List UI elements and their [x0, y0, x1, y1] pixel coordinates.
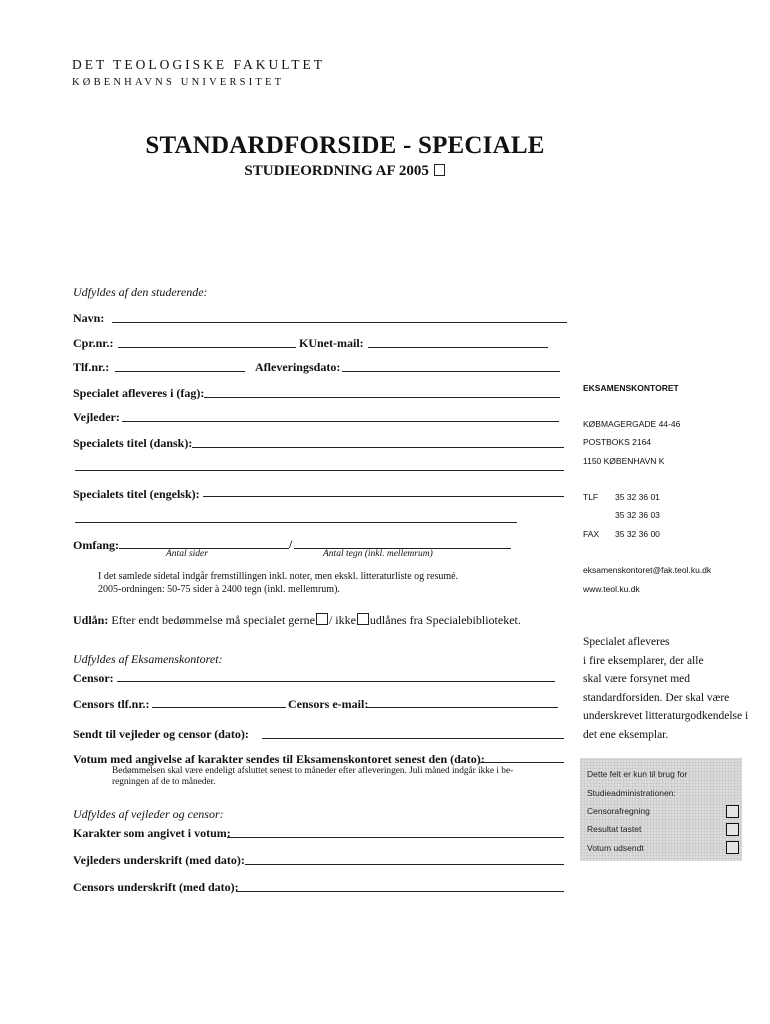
office-pobox: POSTBOKS 2164: [583, 437, 652, 447]
tlf-label-office: TLF: [583, 492, 599, 502]
antal-sider-caption: Antal sider: [166, 549, 208, 559]
titel-dansk-field-line2[interactable]: [75, 470, 564, 471]
afleveringsdato-label: Afleveringsdato:: [255, 360, 341, 374]
udlaan-gerne-checkbox[interactable]: [316, 613, 328, 625]
vejleder-field[interactable]: [122, 421, 559, 422]
censorafregning-checkbox[interactable]: [726, 805, 739, 818]
sendt-field[interactable]: [262, 738, 564, 739]
karakter-field[interactable]: [227, 837, 564, 838]
titel-dansk-field[interactable]: [192, 447, 564, 448]
page-title: STANDARDFORSIDE - SPECIALE: [145, 132, 545, 159]
side-note-line: skal være forsynet med: [583, 673, 690, 685]
office-fax: 35 32 36 00: [615, 529, 660, 539]
titel-engelsk-field[interactable]: [203, 496, 564, 497]
side-note-line: underskrevet litteraturgodkendelse i: [583, 710, 749, 722]
tlf-field[interactable]: [115, 371, 245, 372]
udlaan-ikke-checkbox[interactable]: [357, 613, 369, 625]
titel-dansk-label: Specialets titel (dansk):: [73, 436, 193, 450]
office-street: KØBMAGERGADE 44-46: [583, 419, 681, 429]
office-tlf-1: 35 32 36 01: [615, 492, 660, 502]
censor-email-field[interactable]: [367, 707, 558, 708]
karakter-label: Karakter som angivet i votum:: [73, 826, 231, 840]
udlaan-row: [73, 613, 521, 628]
fag-label: Specialet afleveres i (fag):: [73, 386, 205, 400]
sendt-label: Sendt til vejleder og censor (dato):: [73, 727, 249, 741]
vejleder-sign-label: Vejleders underskrift (med dato):: [73, 853, 245, 867]
udlaan-text-1: Efter endt bedømmelse må specialet gerne: [111, 613, 315, 627]
votum-udsendt-checkbox[interactable]: [726, 841, 739, 854]
fax-label-office: FAX: [583, 529, 600, 539]
side-note-line: det ene eksemplar.: [583, 729, 669, 741]
udlaan-label: Udlån:: [73, 613, 109, 627]
censor-tlf-field[interactable]: [152, 707, 286, 708]
antal-tegn-caption: Antal tegn (inkl. mellemrum): [323, 549, 433, 559]
udlaan-text-2: / ikke: [328, 613, 356, 627]
side-note-line: Specialet afleveres: [583, 636, 670, 648]
student-section-heading: Udfyldes af den studerende:: [73, 285, 208, 299]
omfang-separator: /: [289, 537, 293, 551]
office-section-heading: Udfyldes af Eksamenskontoret:: [73, 652, 223, 666]
side-note-line: i fire eksemplarer, der alle: [583, 655, 704, 667]
afleveringsdato-field[interactable]: [342, 371, 560, 372]
faculty-name: DET TEOLOGISKE FAKULTET: [72, 57, 325, 72]
university-name: KØBENHAVNS UNIVERSITET: [72, 77, 285, 88]
office-tlf-2: 35 32 36 03: [615, 510, 660, 520]
supervisor-section-heading: Udfyldes af vejleder og censor:: [73, 807, 224, 821]
studieordning-checkbox[interactable]: [434, 164, 445, 176]
fag-field[interactable]: [204, 397, 560, 398]
votum-label: Votum med angivelse af karakter sendes til Eksamenskontoret senest den (dato):: [73, 752, 485, 766]
navn-field[interactable]: [112, 322, 567, 323]
cpr-label: Cpr.nr.:: [73, 336, 114, 350]
admin-item-votum: Votum udsendt: [587, 843, 644, 853]
office-email[interactable]: eksamenskontoret@fak.teol.ku.dk: [583, 565, 712, 575]
vejleder-sign-field[interactable]: [245, 864, 564, 865]
navn-label: Navn:: [73, 311, 105, 325]
censor-email-label: Censors e-mail:: [288, 697, 369, 711]
subtitle-text: STUDIEORDNING AF 2005: [244, 163, 429, 179]
votum-field[interactable]: [480, 762, 564, 763]
omfang-note-2: 2005-ordningen: 50-75 sider à 2400 tegn (inkl. mellemrum).: [98, 584, 340, 595]
omfang-note-1: I det samlede sidetal indgår fremstillingen inkl. noter, men ekskl. litteraturliste og resumé.: [98, 571, 459, 582]
censor-sign-label: Censors underskrift (med dato):: [73, 880, 239, 894]
kunet-label: KUnet-mail:: [299, 336, 364, 350]
cpr-field[interactable]: [118, 347, 296, 348]
censor-tlf-label: Censors tlf.nr.:: [73, 697, 150, 711]
admin-item-resultat: Resultat tastet: [587, 824, 642, 834]
page-subtitle: [0, 163, 690, 180]
admin-box-line-1: Dette felt er kun til brug for: [587, 769, 688, 779]
votum-note-2: regningen af de to måneder.: [112, 777, 216, 787]
vejleder-label: Vejleder:: [73, 410, 120, 424]
admin-item-censorafregning: Censorafregning: [587, 806, 650, 816]
office-name: EKSAMENSKONTORET: [583, 383, 679, 393]
kunet-field[interactable]: [368, 347, 548, 348]
censor-field[interactable]: [117, 681, 555, 682]
admin-box-line-2: Studieadministrationen:: [587, 788, 676, 798]
resultat-tastet-checkbox[interactable]: [726, 823, 739, 836]
tlf-label: Tlf.nr.:: [73, 360, 110, 374]
omfang-label: Omfang:: [73, 538, 119, 552]
votum-note-1: Bedømmelsen skal være endeligt afsluttet senest to måneder efter afleveringen. Juli måned indgår ikke i be-: [112, 766, 514, 776]
censor-label: Censor:: [73, 671, 114, 685]
side-note-line: standardforsiden. Der skal være: [583, 692, 730, 704]
admin-box: [580, 758, 742, 861]
office-city: 1150 KØBENHAVN K: [583, 456, 665, 466]
titel-engelsk-label: Specialets titel (engelsk):: [73, 487, 200, 501]
censor-sign-field[interactable]: [236, 891, 564, 892]
udlaan-text-3: udlånes fra Specialebiblioteket.: [369, 613, 521, 627]
titel-engelsk-field-line2[interactable]: [75, 522, 517, 523]
office-web[interactable]: www.teol.ku.dk: [583, 584, 640, 594]
